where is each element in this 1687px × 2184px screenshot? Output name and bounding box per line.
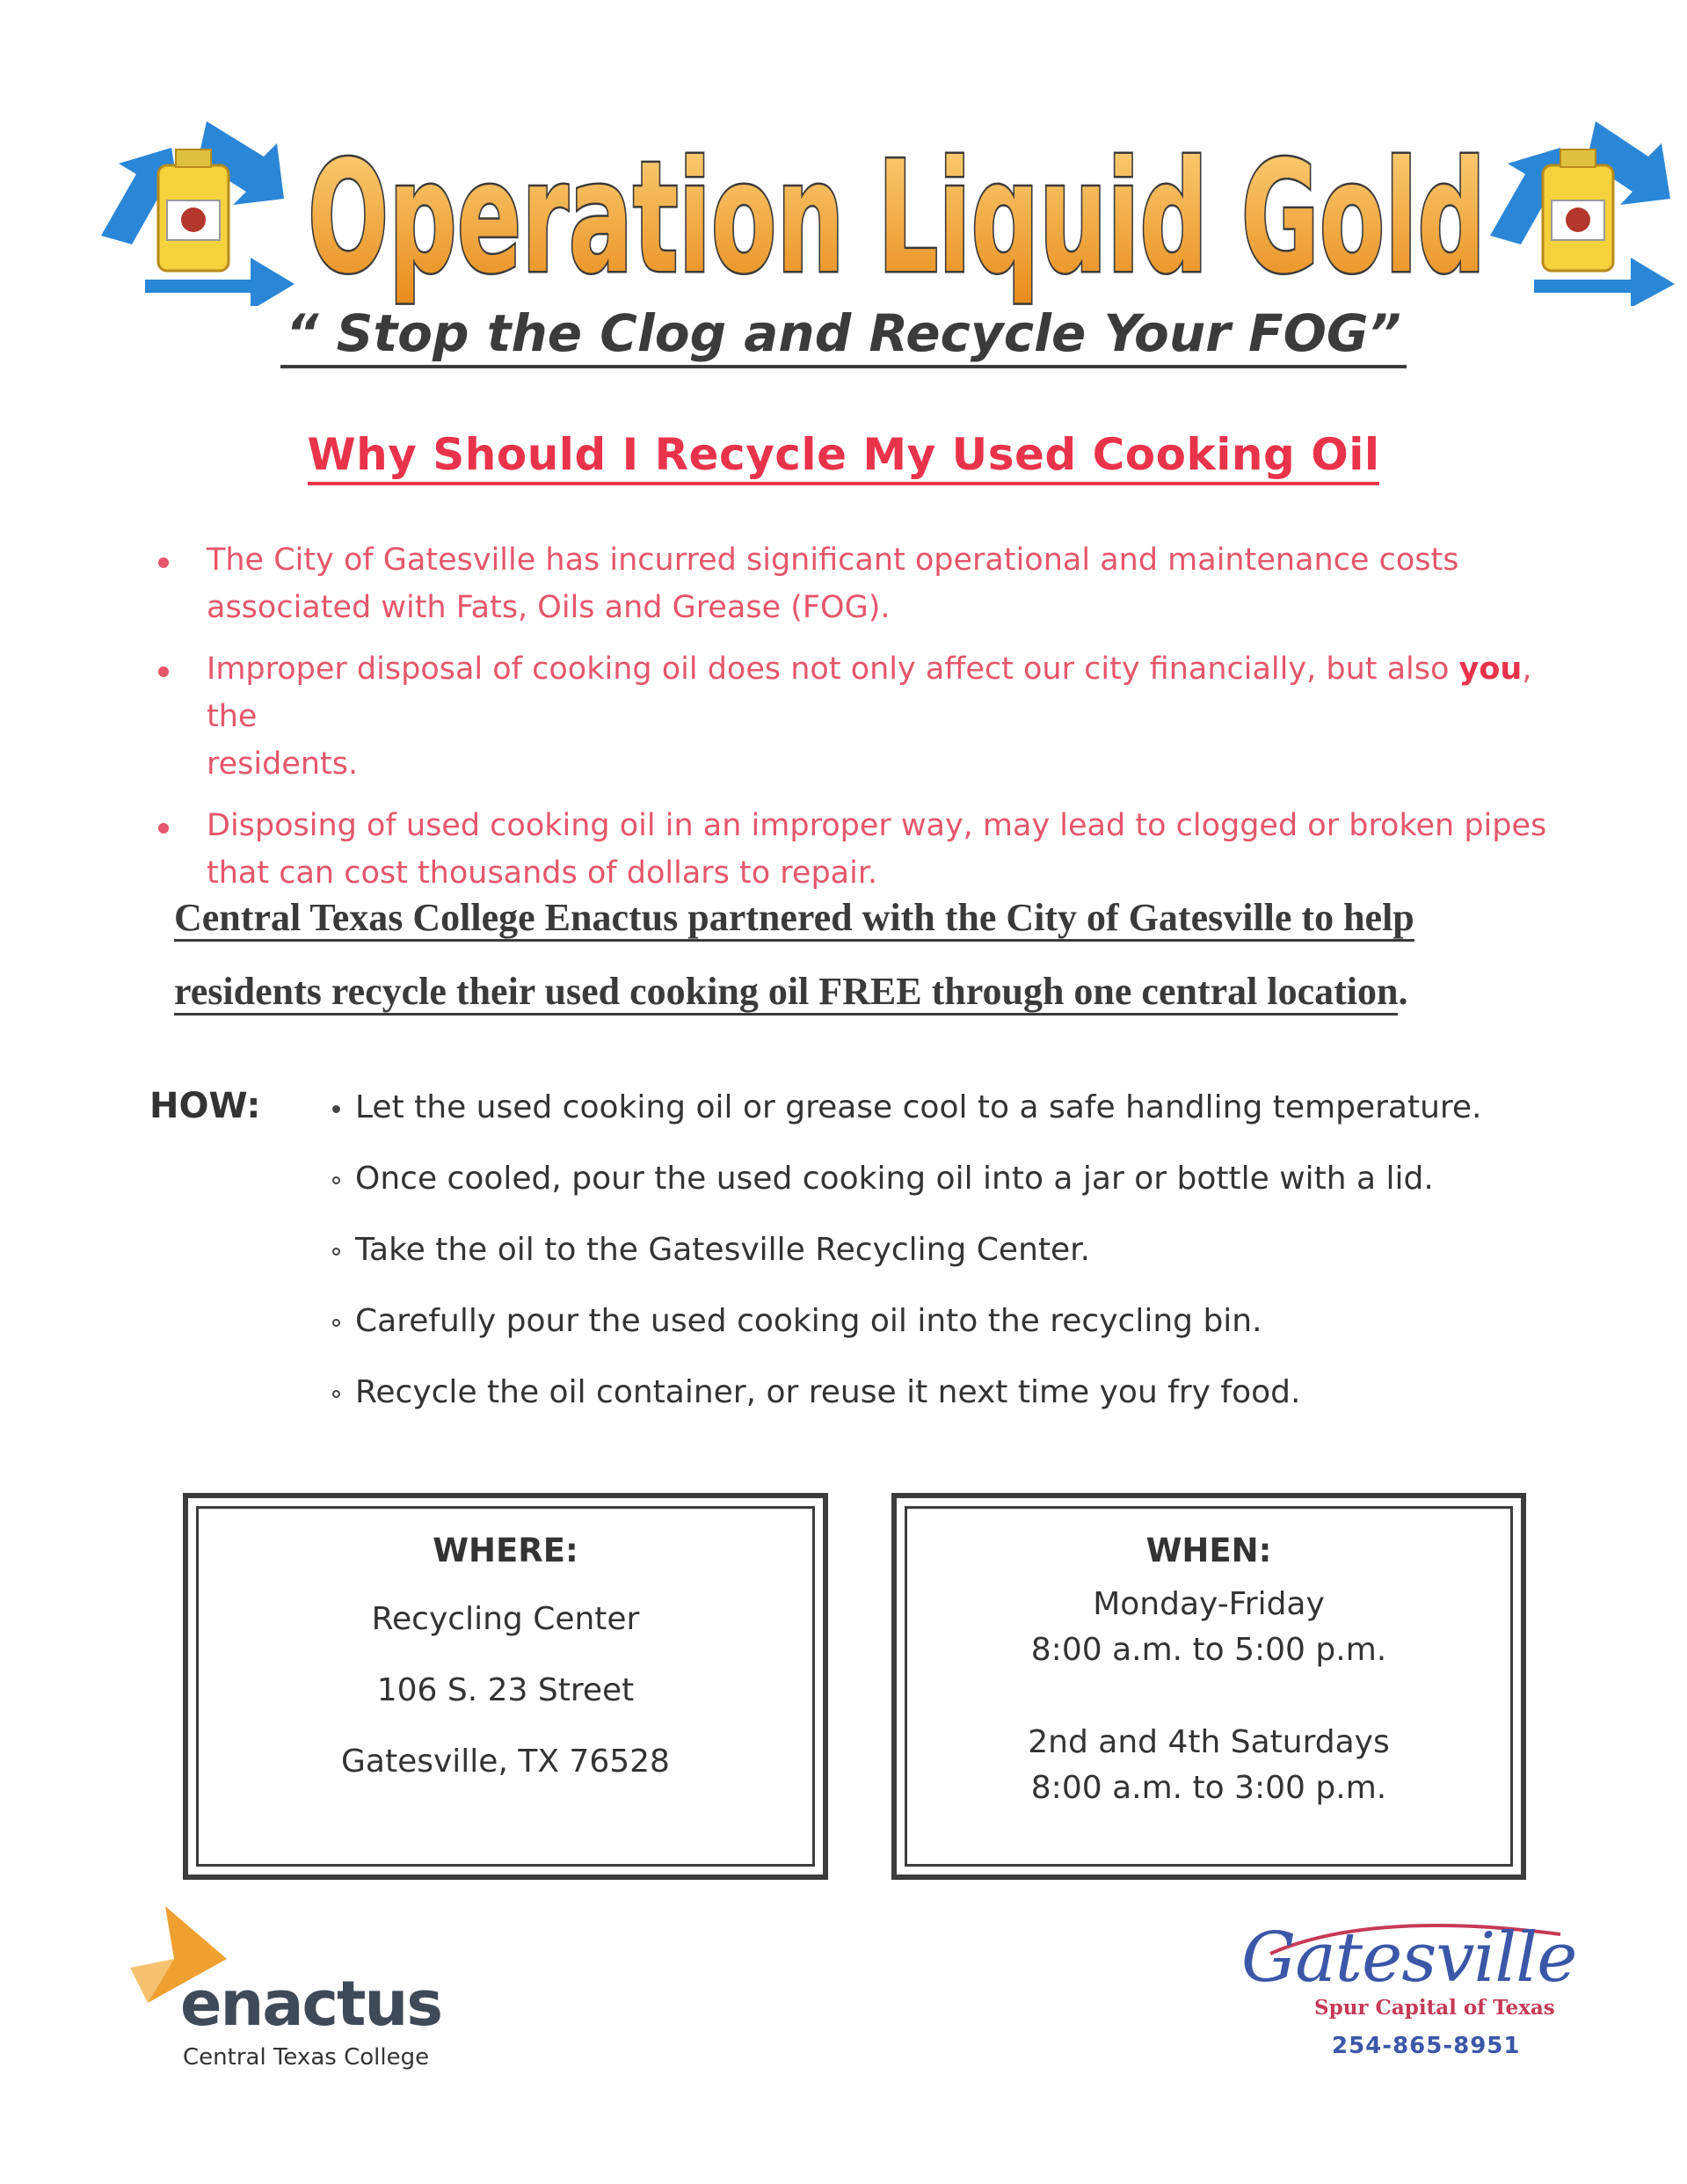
reason-text: that can cost thousands of dollars to repair. (207, 855, 878, 891)
how-steps-list (332, 1086, 1607, 1442)
reason-text: associated with Fats, Oils and Grease (FOG). (207, 590, 891, 625)
list-item (149, 645, 1591, 788)
recycle-oil-bottle-icon-left (84, 104, 303, 306)
list-item (332, 1371, 1607, 1442)
reason-emphasis: you (1458, 652, 1523, 687)
reasons-list (149, 536, 1591, 911)
where-box-border (196, 1506, 815, 1867)
where-line: Recycling Center (371, 1601, 640, 1637)
bullet-icon (158, 666, 169, 677)
bullet-icon (158, 823, 169, 834)
partner-line: residents recycle their used cooking oil FREE through one central location (174, 970, 1398, 1016)
gatesville-logo-text: Gatesville (1241, 1918, 1577, 1998)
slogan (0, 303, 1687, 363)
list-item (332, 1228, 1607, 1299)
title-text: Operation Liquid Gold (308, 129, 1486, 308)
when-weekday-hours: 8:00 a.m. to 5:00 p.m. (1030, 1632, 1387, 1668)
when-box-border (905, 1506, 1513, 1867)
page-title (281, 77, 1512, 341)
why-heading (0, 429, 1687, 480)
bullet-icon (332, 1248, 340, 1256)
where-line: 106 S. 23 Street (376, 1672, 635, 1708)
bullet-icon (332, 1319, 340, 1327)
where-box (183, 1493, 828, 1880)
when-saturday-hours: 8:00 a.m. to 3:00 p.m. (1030, 1770, 1387, 1806)
how-label: HOW: (149, 1086, 261, 1126)
step-text: Carefully pour the used cooking oil into the recycling bin. (355, 1303, 1262, 1339)
partner-line: Central Texas College Enactus partnered with the City of Gatesville to help (174, 896, 1414, 942)
list-item (332, 1299, 1607, 1371)
when-saturday-days: 2nd and 4th Saturdays (1028, 1724, 1390, 1760)
reason-text: residents. (207, 746, 359, 782)
bullet-icon (332, 1105, 340, 1113)
enactus-subtitle: Central Texas College (183, 2044, 430, 2071)
step-text: Recycle the oil container, or reuse it next time you fry food. (355, 1374, 1301, 1410)
enactus-logo-text: enactus (180, 1968, 442, 2040)
reason-text: Improper disposal of cooking oil does not only affect our city financially, but also (207, 652, 1459, 687)
partner-statement (174, 881, 1581, 1029)
list-item (332, 1157, 1607, 1228)
bullet-icon (332, 1176, 340, 1184)
step-text: Let the used cooking oil or grease cool to a safe handling temperature. (355, 1089, 1482, 1125)
gatesville-tagline: Spur Capital of Texas (1314, 1996, 1555, 2020)
step-text: Take the oil to the Gatesville Recycling Center. (355, 1232, 1091, 1268)
partner-period: . (1398, 970, 1408, 1013)
when-box (891, 1493, 1526, 1880)
step-text: Once cooled, pour the used cooking oil into a jar or bottle with a lid. (355, 1161, 1434, 1197)
bullet-icon (158, 557, 169, 568)
reason-text: , the (207, 652, 1532, 734)
when-heading: WHEN: (1145, 1532, 1272, 1569)
bullet-icon (332, 1390, 340, 1398)
where-line: Gatesville, TX 76528 (341, 1744, 670, 1780)
reason-text: Disposing of used cooking oil in an improper way, may lead to clogged or broken pipes (207, 808, 1547, 843)
where-heading: WHERE: (433, 1532, 578, 1569)
when-weekday-days: Monday-Friday (1093, 1586, 1325, 1622)
list-item (149, 536, 1591, 631)
why-heading-text: Why Should I Recycle My Used Cooking Oil (308, 429, 1380, 485)
phone-number: 254-865-8951 (1332, 2033, 1521, 2059)
slogan-text: “ Stop the Clog and Recycle Your FOG” (280, 303, 1407, 368)
list-item (332, 1086, 1607, 1157)
reason-text: The City of Gatesville has incurred significant operational and maintenance costs (207, 542, 1459, 578)
